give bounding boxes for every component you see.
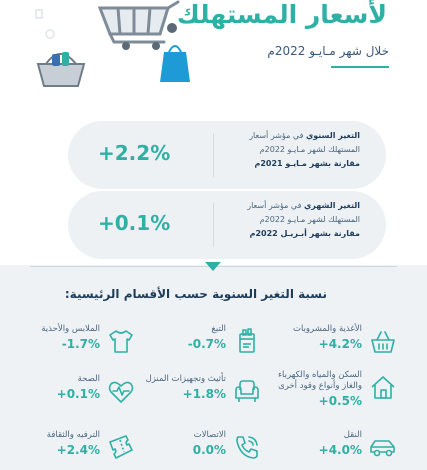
monthly-change-compare: مقارنة بشهر أبـريـل 2022م [249, 229, 360, 238]
card-divider [213, 133, 214, 177]
category-housing [278, 370, 398, 410]
house-icon [368, 372, 398, 402]
category-value: +0.1% [56, 387, 100, 401]
food-basket-icon [368, 326, 398, 356]
annual-change-description [230, 129, 360, 171]
car-icon [368, 432, 398, 462]
armchair-icon [232, 376, 262, 406]
category-name-line-1: السكن والمياه والكهرباء [278, 370, 362, 380]
category-value: -1.7% [61, 337, 100, 351]
category-tobacco [142, 324, 262, 364]
annual-change-compare: مقارنة بشهر مـايـو 2021م [254, 159, 360, 168]
category-name: الاتصالات [193, 430, 226, 440]
page-title: لأسعار المستهلك [176, 0, 387, 29]
monthly-change-label: التغير الشهري [303, 201, 360, 210]
annual-change-label-rest: في مؤشر أسعار المستهلك لشهر مـايـو 2022م [249, 131, 360, 154]
category-value: +2.4% [56, 443, 100, 457]
ticket-icon [106, 432, 136, 462]
card-divider [213, 203, 214, 247]
category-transport [278, 430, 398, 470]
category-value: +0.5% [318, 394, 362, 408]
category-communications [142, 430, 262, 470]
subtitle-underline [331, 66, 389, 68]
category-name: الترفيه والثقافة [46, 430, 100, 440]
shirt-icon [106, 326, 136, 356]
phone-icon [232, 432, 262, 462]
section-title: نسبة التغير السنوية حسب الأقسام الرئيسية: [64, 287, 327, 301]
annual-change-card [68, 121, 386, 189]
category-name: النقل [343, 430, 362, 440]
monthly-change-label-rest: في مؤشر أسعار المستهلك لشهر مـايـو 2022م [247, 201, 360, 224]
category-value: +1.8% [182, 387, 226, 401]
category-name-line-2: والغاز وأنواع وقود أخرى [278, 381, 362, 391]
category-recreation [16, 430, 136, 470]
health-heart-icon [106, 376, 136, 406]
category-clothing [16, 324, 136, 364]
category-value: -0.7% [187, 337, 226, 351]
category-furnishings [142, 374, 262, 414]
category-name: التبغ [211, 324, 226, 334]
category-health [16, 374, 136, 414]
category-name: تأثيث وتجهيزات المنزل [145, 374, 226, 384]
category-name: الأغذية والمشروبات [292, 324, 362, 334]
category-food [278, 324, 398, 364]
page-subtitle: خلال شهر مـايـو 2022م [267, 44, 389, 58]
category-value: 0.0% [192, 443, 226, 457]
category-value: +4.0% [318, 443, 362, 457]
monthly-change-value: +0.1% [98, 211, 171, 235]
tobacco-icon [232, 326, 262, 356]
category-name: الملابس والأحذية [41, 324, 100, 334]
annual-change-value: +2.2% [98, 141, 171, 165]
category-name: الصحة [77, 374, 100, 384]
monthly-change-card [68, 191, 386, 259]
monthly-change-description [230, 199, 360, 241]
category-value: +4.2% [318, 337, 362, 351]
chevron-down-icon [205, 262, 221, 271]
annual-change-label: التغير السنوي [305, 131, 360, 140]
